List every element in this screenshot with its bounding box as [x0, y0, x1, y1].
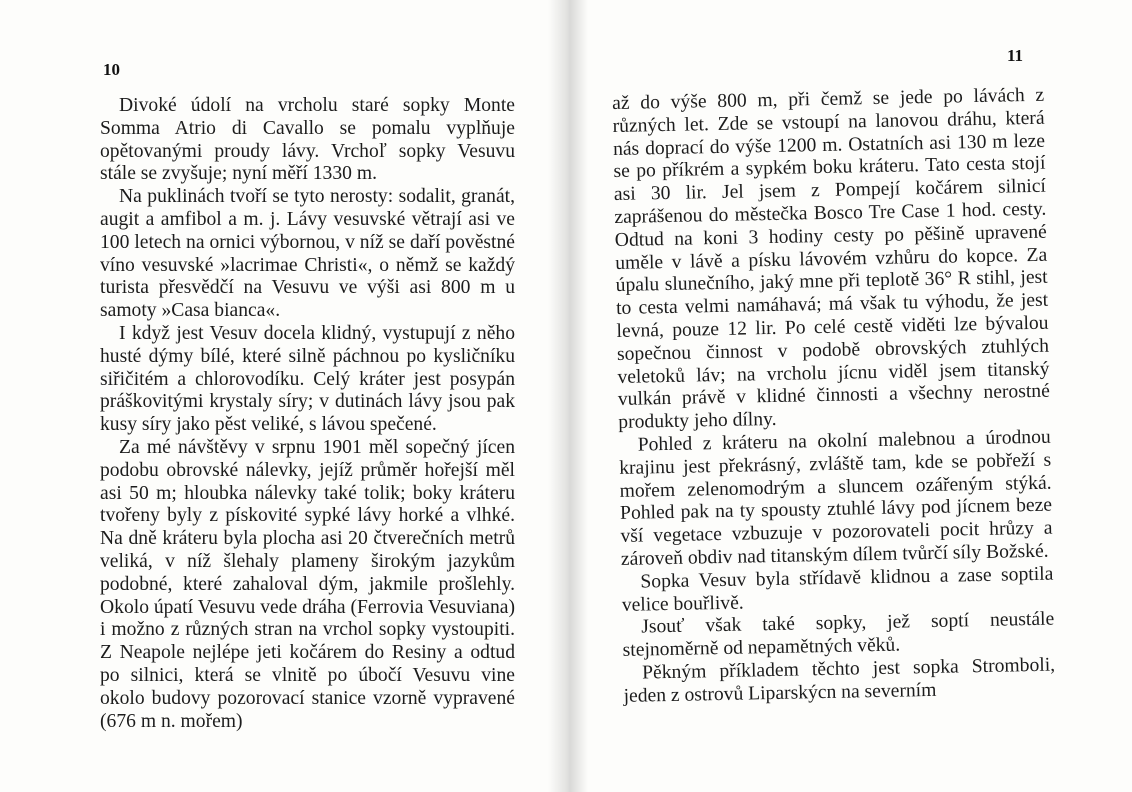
page-number-left: 10: [103, 60, 120, 79]
paragraph: Jsouť však také sopky, jež soptí neustále stejnoměrně od nepamětných věků.: [622, 608, 1055, 662]
right-page: [570, 0, 1132, 792]
paragraph: Za mé návštěvy v srpnu 1901 měl sopečný jícen podobu obrovské nálevky, jejíž průměr hořejší měl asi 50 m; hloubka nálevky také tolik; boky kráteru tvořeny byly z pískovité sypké lávy horké a vlhké. Na dně kráteru byla plocha asi 20 čtverečních metrů veliká, v níž šlehaly plameny širokým jazykům podobné, které zahaloval dým, jakmile prošlehly. Okolo úpatí Vesuvu vede dráha (Ferrovia Vesuviana) i možno z různých stran na vrchol sopky vystoupiti. Z Neapole nejlépe jeti kočárem do Resiny a odtud po silnici, která se vlnitě po úbočí Vesuvu vine okolo budovy pozorovací stanice vzorně vypravené (676 m n. mořem): [100, 436, 515, 732]
paragraph: Sopka Vesuv byla střídavě klidnou a zase soptila velice bouřlivě.: [621, 563, 1054, 616]
paragraph: I když jest Vesuv docela klidný, vystupují z něho husté dýmy bílé, které silně páchnou po kysličníku siřičitém a chlorovodíku. Celý kráter jest posypán práškovitými krystaly síry; v dutinách lávy jsou pak kusy síry jako pěst veliké, s lávou spečené.: [100, 322, 515, 436]
paragraph: Na puklinách tvoří se tyto nerosty: sodalit, granát, augit a amfibol a m. j. Lávy vesuvské větrají asi ve 100 letech na ornici výbornou, v níž se daří pověstné víno vesuvské »lacrimae Christi«, o němž se každý turista přesvědčí na Vesuvu ve výši asi 800 m u samoty »Casa bianca«.: [100, 186, 515, 322]
paragraph: Pěkným příkladem těchto jest sopka Stromboli, jeden z ostrovů Liparskýcn na severním: [623, 654, 1056, 707]
paragraph: až do výše 800 m, při čemž se jede po lávách z různých let. Zde se vstoupí na lanovou dráhu, která nás doprací do výše 1200 m. Ostatních asi 130 m leze se po příkrém a sypkém boku kráteru. Tato cesta stojí asi 30 lir. Jel jsem z Pompejí kočárem silnicí zaprášenou do městečka Bosco Tre Case 1 hod. cesty. Odtud na koni 3 hodiny cesty po pěšině upravené uměle v lávě a písku lávovém vzhůru do kopce. Za úpalu slunečního, jaký mne při teplotě 36° R stihl, jest to cesta velmi namáhavá; má však tu výhodu, že jest levná, pouze 12 lir. Po celé cestě viděti lze bývalou sopečnou činnost v podobě obrovských ztuhlých veletoků láv; na vrcholu jícnu viděl jsem titanský vulkán právě v klidné činnosti a všechny nerostné produkty jeho dílny.: [612, 84, 1051, 434]
right-page-text: [612, 85, 1056, 709]
left-page: [0, 0, 560, 792]
paragraph: Divoké údolí na vrcholu staré sopky Monte Somma Atrio di Cavallo se pomalu vyplňuje opětovanými proudy lávy. Vrchoľ sopky Vesuvu stále se zvyšuje; nyní měří 1330 m.: [100, 95, 515, 185]
page-number-right: 11: [1007, 46, 1024, 65]
paragraph: Pohled z kráteru na okolní malebnou a úrodnou krajinu jest překrásný, zvláště tam, kde se pobřeží s mořem zelenomodrým a sluncem ozářeným stýká. Pohled pak na ty spousty ztuhlé lávy pod jícnem beze vší vegetace vzbuzuje v pozorovateli pocit hrůzy a zároveň obdiv nad titanským dílem tvůrčí síly Božské.: [619, 426, 1053, 570]
left-page-text: [100, 95, 515, 733]
